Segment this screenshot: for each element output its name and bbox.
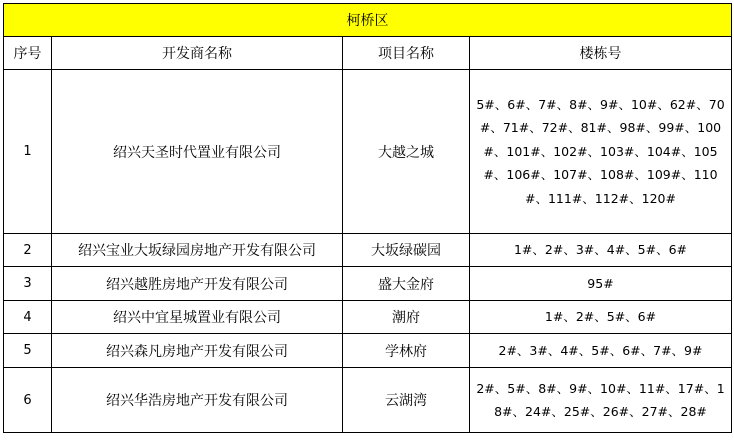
developer-cell: 绍兴森凡房地产开发有限公司: [52, 334, 343, 368]
developer-building-table: [3, 3, 732, 433]
header-buildings: 楼栋号: [470, 37, 732, 70]
header-project: 项目名称: [343, 37, 470, 70]
project-cell: 潮府: [343, 301, 470, 334]
header-row: [4, 37, 732, 70]
project-cell: 盛大金府: [343, 267, 470, 301]
table-row: [4, 334, 732, 368]
table-row: [4, 267, 732, 301]
seq-cell: 6: [4, 368, 52, 433]
seq-cell: 3: [4, 267, 52, 301]
developer-cell: 绍兴中宜星城置业有限公司: [52, 301, 343, 334]
table-row: [4, 301, 732, 334]
developer-cell: 绍兴华浩房地产开发有限公司: [52, 368, 343, 433]
spreadsheet-table-container: [3, 3, 731, 433]
seq-cell: 2: [4, 234, 52, 267]
district-title-cell: 柯桥区: [4, 4, 732, 37]
project-cell: 大坂绿碳园: [343, 234, 470, 267]
developer-cell: 绍兴越胜房地产开发有限公司: [52, 267, 343, 301]
header-seq: 序号: [4, 37, 52, 70]
table-row: [4, 70, 732, 234]
project-cell: 大越之城: [343, 70, 470, 234]
table-row: [4, 368, 732, 433]
buildings-cell: 2#、5#、8#、9#、10#、11#、17#、18#、24#、25#、26#、27#、28#: [470, 368, 732, 433]
table-row: [4, 234, 732, 267]
buildings-cell: 1#、2#、3#、4#、5#、6#: [470, 234, 732, 267]
header-developer: 开发商名称: [52, 37, 343, 70]
buildings-cell: 5#、6#、7#、8#、9#、10#、62#、70#、71#、72#、81#、98#、99#、100#、101#、102#、103#、104#、105#、106#、107#、108#、109#、110#、111#、112#、120#: [470, 70, 732, 234]
buildings-cell: 2#、3#、4#、5#、6#、7#、9#: [470, 334, 732, 368]
buildings-cell: 95#: [470, 267, 732, 301]
developer-cell: 绍兴宝业大坂绿园房地产开发有限公司: [52, 234, 343, 267]
project-cell: 云湖湾: [343, 368, 470, 433]
seq-cell: 5: [4, 334, 52, 368]
seq-cell: 4: [4, 301, 52, 334]
seq-cell: 1: [4, 70, 52, 234]
developer-cell: 绍兴天圣时代置业有限公司: [52, 70, 343, 234]
buildings-cell: 1#、2#、5#、6#: [470, 301, 732, 334]
project-cell: 学林府: [343, 334, 470, 368]
